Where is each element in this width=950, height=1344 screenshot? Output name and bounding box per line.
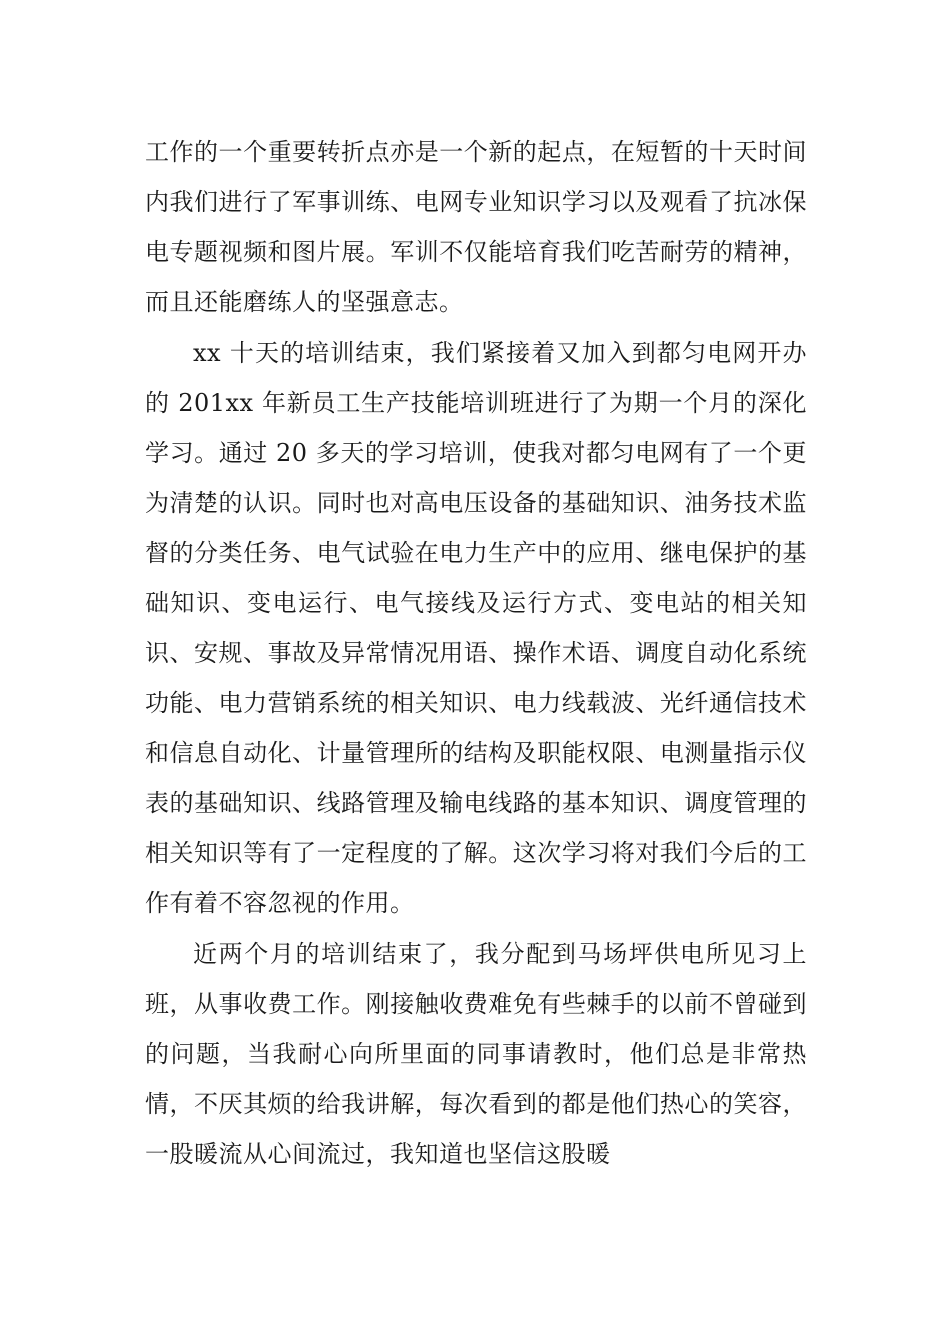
paragraph-3: 近两个月的培训结束了，我分配到马场坪供电所见习上班，从事收费工作。刚接触收费难免有些棘手的以前不曾碰到的问题，当我耐心向所里面的同事请教时，他们总是非常热情，不厌其烦的给我讲解，每次看到的都是他们热心的笑容，一股暖流从心间流过，我知道也坚信这股暖 <box>145 940 807 1168</box>
paragraph-2: xx 十天的培训结束，我们紧接着又加入到都匀电网开办的 201xx 年新员工生产技能培训班进行了为期一个月的深化学习。通过 20 多天的学习培训，使我对都匀电网有了一个更为清楚的认识。同时也对高电压设备的基础知识、油务技术监督的分类任务、电气试验在电力生产中的应用、继电保护的基础知识、变电运行、电气接线及运行方式、变电站的相关知识、安规、事故及异常情况用语、操作术语、调度自动化系统功能、电力营销系统的相关知识、电力线载波、光纤通信技术和信息自动化、计量管理所的结构及职能权限、电测量指示仪表的基础知识、线路管理及输电线路的基本知识、调度管理的相关知识等有了一定程度的了解。这次学习将对我们今后的工作有着不容忽视的作用。 <box>145 339 807 917</box>
paragraph-1: 工作的一个重要转折点亦是一个新的起点，在短暂的十天时间内我们进行了军事训练、电网专业知识学习以及观看了抗冰保电专题视频和图片展。军训不仅能培育我们吃苦耐劳的精神，而且还能磨练人的坚强意志。 <box>145 138 807 316</box>
document-body <box>145 127 807 1179</box>
